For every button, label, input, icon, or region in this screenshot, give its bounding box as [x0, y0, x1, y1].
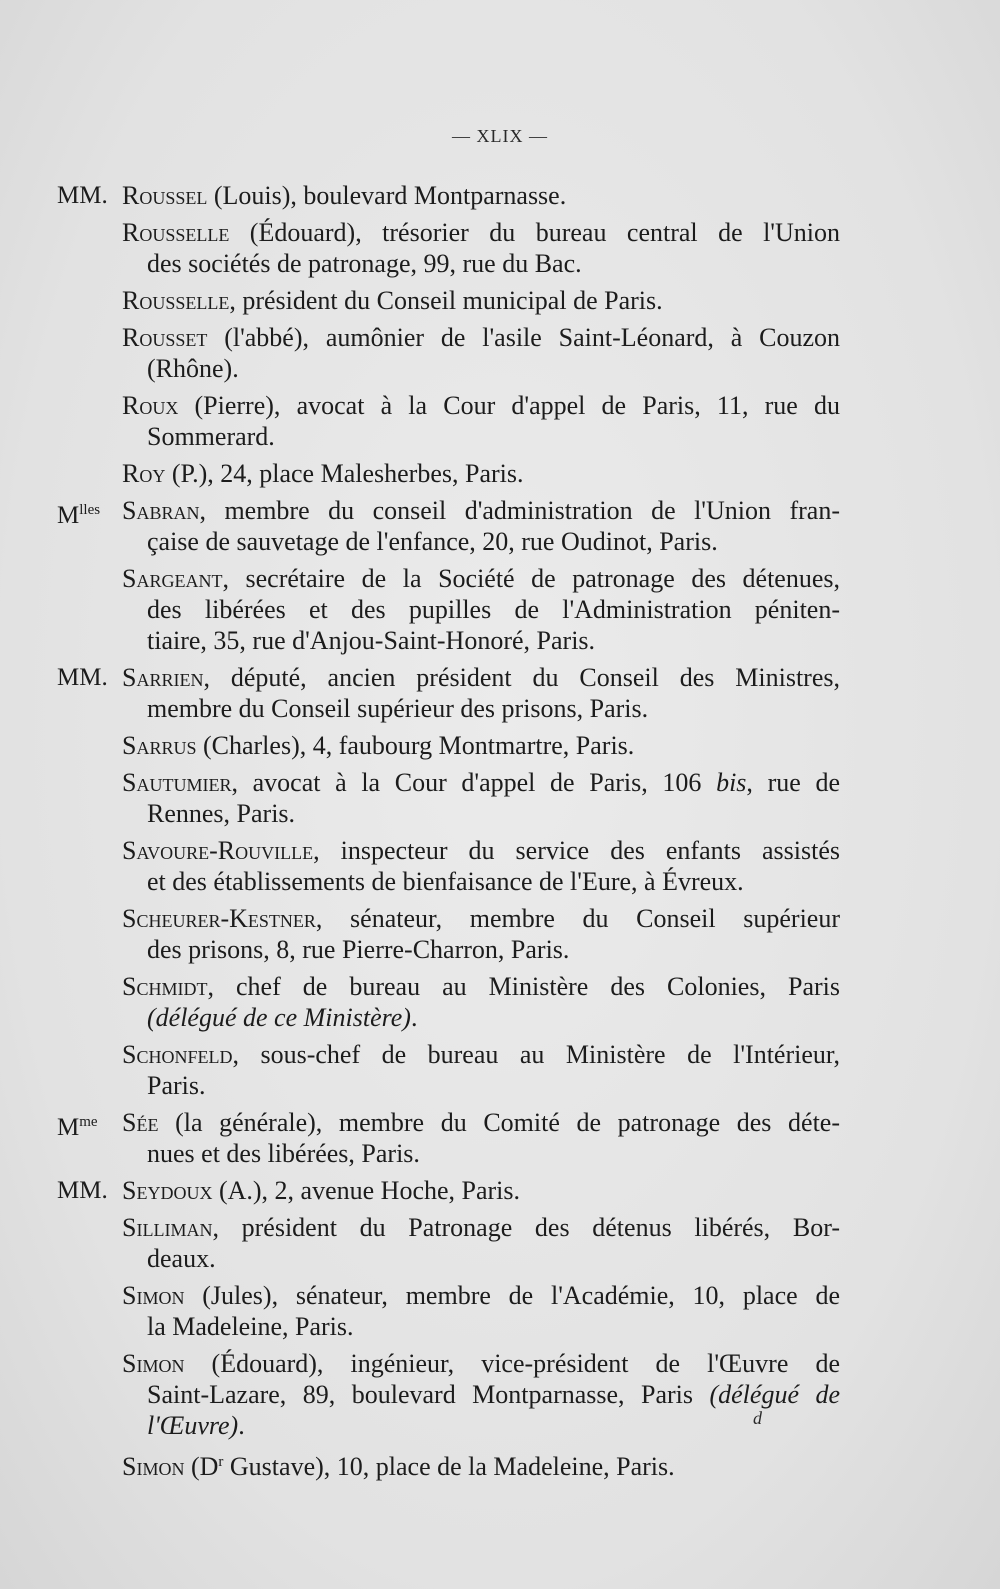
signature-mark: d — [753, 1408, 762, 1428]
surname: Sée — [122, 1108, 159, 1137]
list-entry — [0, 903, 1000, 965]
surname: Simon — [122, 1349, 185, 1378]
entry-line: Simon (Édouard), ingénieur, vice-président de l'Œuvre de — [122, 1349, 840, 1378]
list-entry — [0, 1107, 1000, 1169]
page-number-header: — XLIX — — [452, 126, 548, 146]
entry-line: Savoure-Rouville, inspecteur du service des enfants assistés — [122, 836, 840, 865]
list-entry — [0, 1212, 1000, 1274]
entry-line: Rousselle, président du Conseil municipal de Paris. — [122, 286, 663, 315]
entry-line: nues et des libérées, Paris. — [147, 1139, 420, 1168]
entry-line: la Madeleine, Paris. — [147, 1312, 354, 1341]
entry-line: Sautumier, avocat à la Cour d'appel de Paris, 106 bis, rue de — [122, 768, 840, 797]
entry-line: Sée (la générale), membre du Comité de patronage des déte- — [122, 1108, 840, 1137]
list-entry — [0, 390, 1000, 452]
entry-line: deaux. — [147, 1244, 216, 1273]
entry-line: des libérées et des pupilles de l'Administration péniten- — [147, 595, 840, 624]
list-entry — [0, 458, 1000, 489]
entry-line: des prisons, 8, rue Pierre-Charron, Paris. — [147, 935, 570, 964]
list-entry — [0, 180, 1000, 211]
list-entry — [0, 1280, 1000, 1342]
surname: Sarrien — [122, 663, 204, 692]
list-entry — [0, 1175, 1000, 1206]
surname: Roy — [122, 459, 166, 488]
entry-line: Sarrien, député, ancien président du Conseil des Ministres, — [122, 663, 840, 692]
entry-line: Silliman, président du Patronage des détenus libérés, Bor- — [122, 1213, 840, 1242]
entry-line: (délégué de ce Ministère). — [147, 1003, 418, 1032]
honorific-prefix: MM. — [57, 182, 108, 209]
entry-line: Saint-Lazare, 89, boulevard Montparnasse, Paris (délégué de — [147, 1380, 840, 1409]
surname: Rousselle — [122, 286, 230, 315]
entry-line: Scheurer-Kestner, sénateur, membre du Conseil supérieur — [122, 904, 840, 933]
list-entry — [0, 1447, 1000, 1482]
entry-line: Roux (Pierre), avocat à la Cour d'appel de Paris, 11, rue du — [122, 391, 840, 420]
entry-line: Seydoux (A.), 2, avenue Hoche, Paris. — [122, 1176, 521, 1205]
entry-line: Sargeant, secrétaire de la Société de patronage des détenues, — [122, 564, 840, 593]
entry-line: et des établissements de bienfaisance de l'Eure, à Évreux. — [147, 867, 744, 896]
surname: Rousselle — [122, 218, 230, 247]
entry-line: çaise de sauvetage de l'enfance, 20, rue Oudinot, Paris. — [147, 527, 718, 556]
surname: Seydoux — [122, 1176, 213, 1205]
entry-line: Sommerard. — [147, 422, 275, 451]
member-list — [0, 180, 1000, 1488]
entry-line: Simon (Jules), sénateur, membre de l'Académie, 10, place de — [122, 1281, 840, 1310]
entry-line: tiaire, 35, rue d'Anjou-Saint-Honoré, Paris. — [147, 626, 596, 655]
surname: Roux — [122, 391, 179, 420]
entry-line: l'Œuvre). — [147, 1411, 245, 1440]
entry-line: Rennes, Paris. — [147, 799, 296, 828]
surname: Simon — [122, 1452, 185, 1481]
surname: Simon — [122, 1281, 185, 1310]
surname: Sarrus — [122, 731, 197, 760]
list-entry — [0, 285, 1000, 316]
list-entry — [0, 1039, 1000, 1101]
honorific-prefix: MM. — [57, 1177, 108, 1204]
list-entry — [0, 835, 1000, 897]
surname: Sargeant — [122, 564, 223, 593]
list-entry — [0, 563, 1000, 656]
list-entry — [0, 730, 1000, 761]
entry-line: Schonfeld, sous-chef de bureau au Ministère de l'Intérieur, — [122, 1040, 840, 1069]
entry-line: Roy (P.), 24, place Malesherbes, Paris. — [122, 459, 524, 488]
list-entry — [0, 662, 1000, 724]
list-entry — [0, 1348, 1000, 1441]
entry-line: (Rhône). — [147, 354, 239, 383]
surname: Sautumier — [122, 768, 232, 797]
entry-line: Simon ($D^r$ Gustave), 10, place de la Madeleine, Paris. — [122, 1452, 675, 1481]
list-entry — [0, 767, 1000, 829]
entry-line: Sarrus (Charles), 4, faubourg Montmartre, Paris. — [122, 731, 635, 760]
surname: Sabran — [122, 496, 200, 525]
entry-line: Schmidt, chef de bureau au Ministère des Colonies, Paris — [122, 972, 840, 1001]
honorific-prefix: $M^{lles}$ — [57, 502, 101, 529]
entry-line: Sabran, membre du conseil d'administration de l'Union fran- — [122, 496, 840, 525]
surname: Rousset — [122, 323, 208, 352]
honorific-prefix: $M^{me}$ — [57, 1114, 98, 1141]
entry-line: Rousset (l'abbé), aumônier de l'asile Saint-Léonard, à Couzon — [122, 323, 840, 352]
surname: Silliman — [122, 1213, 213, 1242]
entry-line: membre du Conseil supérieur des prisons, Paris. — [147, 694, 649, 723]
entry-line: des sociétés de patronage, 99, rue du Bac. — [147, 249, 582, 278]
surname: Savoure-Rouville — [122, 836, 314, 865]
surname: Roussel — [122, 181, 208, 210]
entry-line: Rousselle (Édouard), trésorier du bureau central de l'Union — [122, 218, 840, 247]
list-entry — [0, 495, 1000, 557]
surname: Schonfeld — [122, 1040, 233, 1069]
list-entry — [0, 217, 1000, 279]
surname: Scheurer-Kestner — [122, 904, 316, 933]
entry-line: Paris. — [147, 1071, 206, 1100]
list-entry — [0, 322, 1000, 384]
list-entry — [0, 971, 1000, 1033]
honorific-prefix: MM. — [57, 664, 108, 691]
surname: Schmidt — [122, 972, 208, 1001]
entry-line: Roussel (Louis), boulevard Montparnasse. — [122, 181, 567, 210]
